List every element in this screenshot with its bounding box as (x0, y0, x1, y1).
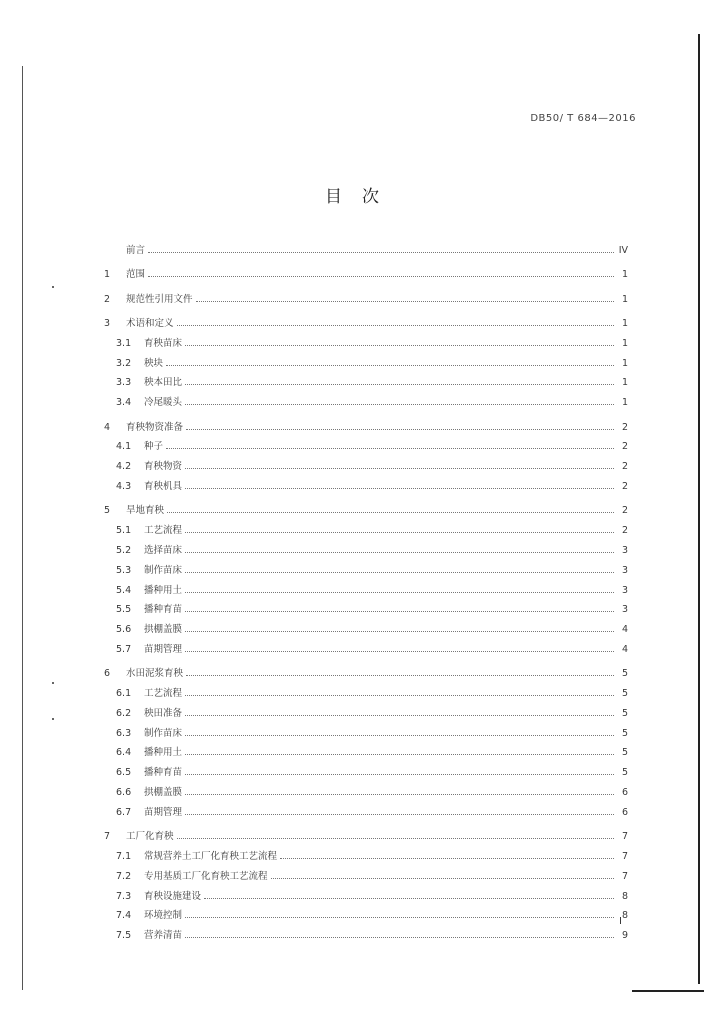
toc-entry-number: 3 (104, 317, 111, 329)
dot-leader (185, 936, 614, 938)
dot-leader (185, 551, 614, 553)
toc-entry-page: 5 (621, 707, 628, 719)
toc-entry-page: 1 (621, 357, 628, 369)
toc-entry-number: 3.1 (116, 337, 132, 349)
toc-entry-page: 1 (621, 337, 628, 349)
toc-entry-label: 拱棚盖膜 (144, 624, 183, 636)
toc-entry-label: 术语和定义 (126, 317, 174, 329)
toc-entry-number: 5.2 (116, 544, 132, 556)
toc-entry[interactable] (104, 635, 628, 655)
dot-leader (271, 877, 614, 879)
dot-leader (185, 383, 614, 385)
dot-leader (185, 344, 614, 346)
toc-entry-number: 2 (104, 293, 111, 305)
toc-entry-page: 6 (621, 787, 628, 799)
toc-entry-page: 1 (621, 269, 628, 281)
toc-entry-label: 育秧苗床 (144, 337, 183, 349)
toc-entry-page: 1 (621, 317, 628, 329)
dot-leader (148, 251, 614, 253)
toc-entry-number: 6.4 (116, 747, 132, 759)
toc-entry[interactable] (104, 388, 628, 408)
toc-entry-number: 5.1 (116, 525, 132, 537)
toc-entry[interactable] (104, 862, 628, 882)
toc-entry-number: 6.3 (116, 727, 132, 739)
toc-entry[interactable] (104, 778, 628, 798)
toc-entry-page: 5 (621, 767, 628, 779)
toc-entry-label: 苗期管理 (144, 643, 183, 655)
toc-entry[interactable] (104, 798, 628, 818)
toc-entry-label: 苗期管理 (144, 806, 183, 818)
toc-entry[interactable] (104, 285, 628, 305)
toc-entry-page: 3 (621, 564, 628, 576)
toc-entry-label: 制作苗床 (144, 564, 183, 576)
toc-entry-label: 种子 (144, 441, 164, 453)
toc-entry-label: 育秧物资 (144, 461, 183, 473)
toc-entry-page: 8 (621, 890, 628, 902)
toc-entry-number: 7 (104, 831, 111, 843)
toc-entry-page: 5 (621, 688, 628, 700)
toc-entry-page: 2 (621, 525, 628, 537)
toc-entry-label: 工艺流程 (144, 688, 183, 700)
toc-entry[interactable] (104, 739, 628, 759)
dot-leader (185, 650, 614, 652)
toc-entry-page: 2 (621, 505, 628, 517)
toc-entry-number: 5.4 (116, 584, 132, 596)
table-of-contents (104, 236, 628, 941)
toc-entry-label: 播种育苗 (144, 767, 183, 779)
toc-entry-label: 制作苗床 (144, 727, 183, 739)
toc-entry-page: 6 (621, 806, 628, 818)
toc-entry-page: IV (618, 244, 628, 256)
dot-leader (185, 734, 614, 736)
toc-entry[interactable] (104, 576, 628, 596)
toc-entry[interactable] (104, 882, 628, 902)
toc-entry-label: 范围 (126, 269, 146, 281)
dot-leader (185, 591, 614, 593)
toc-entry-label: 育秧物资准备 (126, 421, 184, 433)
toc-entry-number: 4.1 (116, 441, 132, 453)
dot-leader (185, 793, 614, 795)
toc-entry-number: 7.5 (116, 930, 132, 942)
toc-entry-number: 5.3 (116, 564, 132, 576)
dot-leader (185, 694, 614, 696)
toc-entry-label: 前言 (126, 244, 146, 256)
toc-entry-label: 育秧设施建设 (144, 890, 202, 902)
scan-artifact (52, 286, 54, 288)
dot-leader (186, 428, 614, 430)
toc-entry-label: 工艺流程 (144, 525, 183, 537)
toc-entry-label: 拱棚盖膜 (144, 787, 183, 799)
toc-entry-label: 工厂化育秧 (126, 831, 174, 843)
toc-entry-number: 3.4 (116, 397, 132, 409)
toc-entry-number: 6.7 (116, 806, 132, 818)
toc-entry-label: 规范性引用文件 (126, 293, 193, 305)
toc-entry-page: 2 (621, 461, 628, 473)
dot-leader (185, 813, 614, 815)
toc-entry-label: 秧本田比 (144, 377, 183, 389)
toc-entry-label: 常规营养土工厂化育秧工艺流程 (144, 851, 278, 863)
toc-entry-page: 1 (621, 293, 628, 305)
toc-entry-number: 4 (104, 421, 111, 433)
toc-entry-label: 播种用土 (144, 747, 183, 759)
dot-leader (185, 714, 614, 716)
toc-entry-page: 4 (621, 624, 628, 636)
dot-leader (177, 324, 614, 326)
toc-entry-page: 8 (621, 910, 628, 922)
toc-entry[interactable] (104, 260, 628, 280)
toc-entry-number: 7.4 (116, 910, 132, 922)
dot-leader (280, 857, 614, 859)
document-code: DB50/ T 684—2016 (530, 113, 636, 124)
toc-entry-number: 5.7 (116, 643, 132, 655)
toc-entry-number: 6.2 (116, 707, 132, 719)
toc-entry-number: 6 (104, 668, 111, 680)
toc-entry[interactable] (104, 679, 628, 699)
dot-leader (166, 364, 614, 366)
toc-entry-page: 5 (621, 747, 628, 759)
toc-entry-label: 环境控制 (144, 910, 183, 922)
dot-leader (185, 487, 614, 489)
toc-entry-number: 6.1 (116, 688, 132, 700)
page-title: 目次 (325, 187, 399, 207)
dot-leader (148, 275, 614, 277)
toc-entry-page: 5 (621, 668, 628, 680)
toc-entry-page: 7 (621, 851, 628, 863)
toc-entry-number: 6.6 (116, 787, 132, 799)
toc-entry-number: 7.2 (116, 870, 132, 882)
scan-artifact (52, 718, 54, 720)
dot-leader (186, 674, 614, 676)
toc-entry[interactable] (104, 902, 628, 922)
scan-artifact (52, 682, 54, 684)
page-number: I (619, 916, 622, 927)
toc-entry-page: 2 (621, 441, 628, 453)
toc-entry[interactable] (104, 822, 628, 842)
toc-entry-number: 7.1 (116, 851, 132, 863)
toc-entry-page: 2 (621, 480, 628, 492)
toc-entry[interactable] (104, 329, 628, 349)
toc-entry-number: 4.3 (116, 480, 132, 492)
toc-entry[interactable] (104, 758, 628, 778)
dot-leader (185, 610, 614, 612)
toc-entry-number: 3.2 (116, 357, 132, 369)
dot-leader (185, 467, 614, 469)
dot-leader (185, 571, 614, 573)
toc-entry[interactable] (104, 516, 628, 536)
toc-entry-label: 水田泥浆育秧 (126, 668, 184, 680)
toc-entry[interactable] (104, 349, 628, 369)
toc-entry-page: 3 (621, 604, 628, 616)
toc-entry[interactable] (104, 452, 628, 472)
right-margin-line (698, 34, 700, 984)
toc-entry[interactable] (104, 236, 628, 256)
dot-leader (185, 753, 614, 755)
toc-entry-number: 6.5 (116, 767, 132, 779)
toc-entry-number: 5.5 (116, 604, 132, 616)
toc-entry-page: 4 (621, 643, 628, 655)
toc-entry[interactable] (104, 309, 628, 329)
toc-entry-label: 营养清苗 (144, 930, 183, 942)
dot-leader (166, 447, 614, 449)
toc-entry-page: 2 (621, 421, 628, 433)
toc-entry-number: 5 (104, 505, 111, 517)
toc-entry-label: 旱地育秧 (126, 505, 165, 517)
dot-leader (185, 403, 614, 405)
toc-entry-number: 1 (104, 269, 111, 281)
toc-entry-number: 3.3 (116, 377, 132, 389)
toc-entry-page: 9 (621, 930, 628, 942)
toc-entry[interactable] (104, 596, 628, 616)
dot-leader (177, 837, 614, 839)
toc-entry-label: 冷尾暖头 (144, 397, 183, 409)
dot-leader (204, 897, 614, 899)
dot-leader (185, 916, 614, 918)
toc-entry-label: 专用基质工厂化育秧工艺流程 (144, 870, 268, 882)
toc-entry[interactable] (104, 842, 628, 862)
toc-entry-number: 4.2 (116, 461, 132, 473)
toc-entry-label: 播种用土 (144, 584, 183, 596)
dot-leader (185, 531, 614, 533)
toc-entry-page: 3 (621, 584, 628, 596)
toc-entry-page: 7 (621, 870, 628, 882)
toc-entry[interactable] (104, 413, 628, 433)
toc-entry-label: 秧块 (144, 357, 164, 369)
dot-leader (185, 773, 614, 775)
toc-entry[interactable] (104, 556, 628, 576)
toc-entry[interactable] (104, 719, 628, 739)
toc-entry-label: 育秧机具 (144, 480, 183, 492)
toc-entry[interactable] (104, 472, 628, 492)
toc-entry-label: 选择苗床 (144, 544, 183, 556)
toc-entry-page: 5 (621, 727, 628, 739)
toc-entry-label: 播种育苗 (144, 604, 183, 616)
toc-entry-page: 1 (621, 377, 628, 389)
toc-entry-number: 7.3 (116, 890, 132, 902)
dot-leader (167, 511, 614, 513)
toc-entry[interactable] (104, 699, 628, 719)
toc-entry[interactable] (104, 369, 628, 389)
toc-entry-page: 1 (621, 397, 628, 409)
dot-leader (185, 630, 614, 632)
toc-entry-number: 5.6 (116, 624, 132, 636)
toc-entry[interactable] (104, 536, 628, 556)
toc-entry[interactable] (104, 660, 628, 680)
toc-entry[interactable] (104, 497, 628, 517)
bottom-rule (632, 990, 704, 992)
toc-entry-page: 3 (621, 544, 628, 556)
dot-leader (196, 300, 614, 302)
toc-entry[interactable] (104, 615, 628, 635)
toc-entry[interactable] (104, 433, 628, 453)
toc-entry-page: 7 (621, 831, 628, 843)
toc-entry-label: 秧田准备 (144, 707, 183, 719)
toc-entry[interactable] (104, 921, 628, 941)
